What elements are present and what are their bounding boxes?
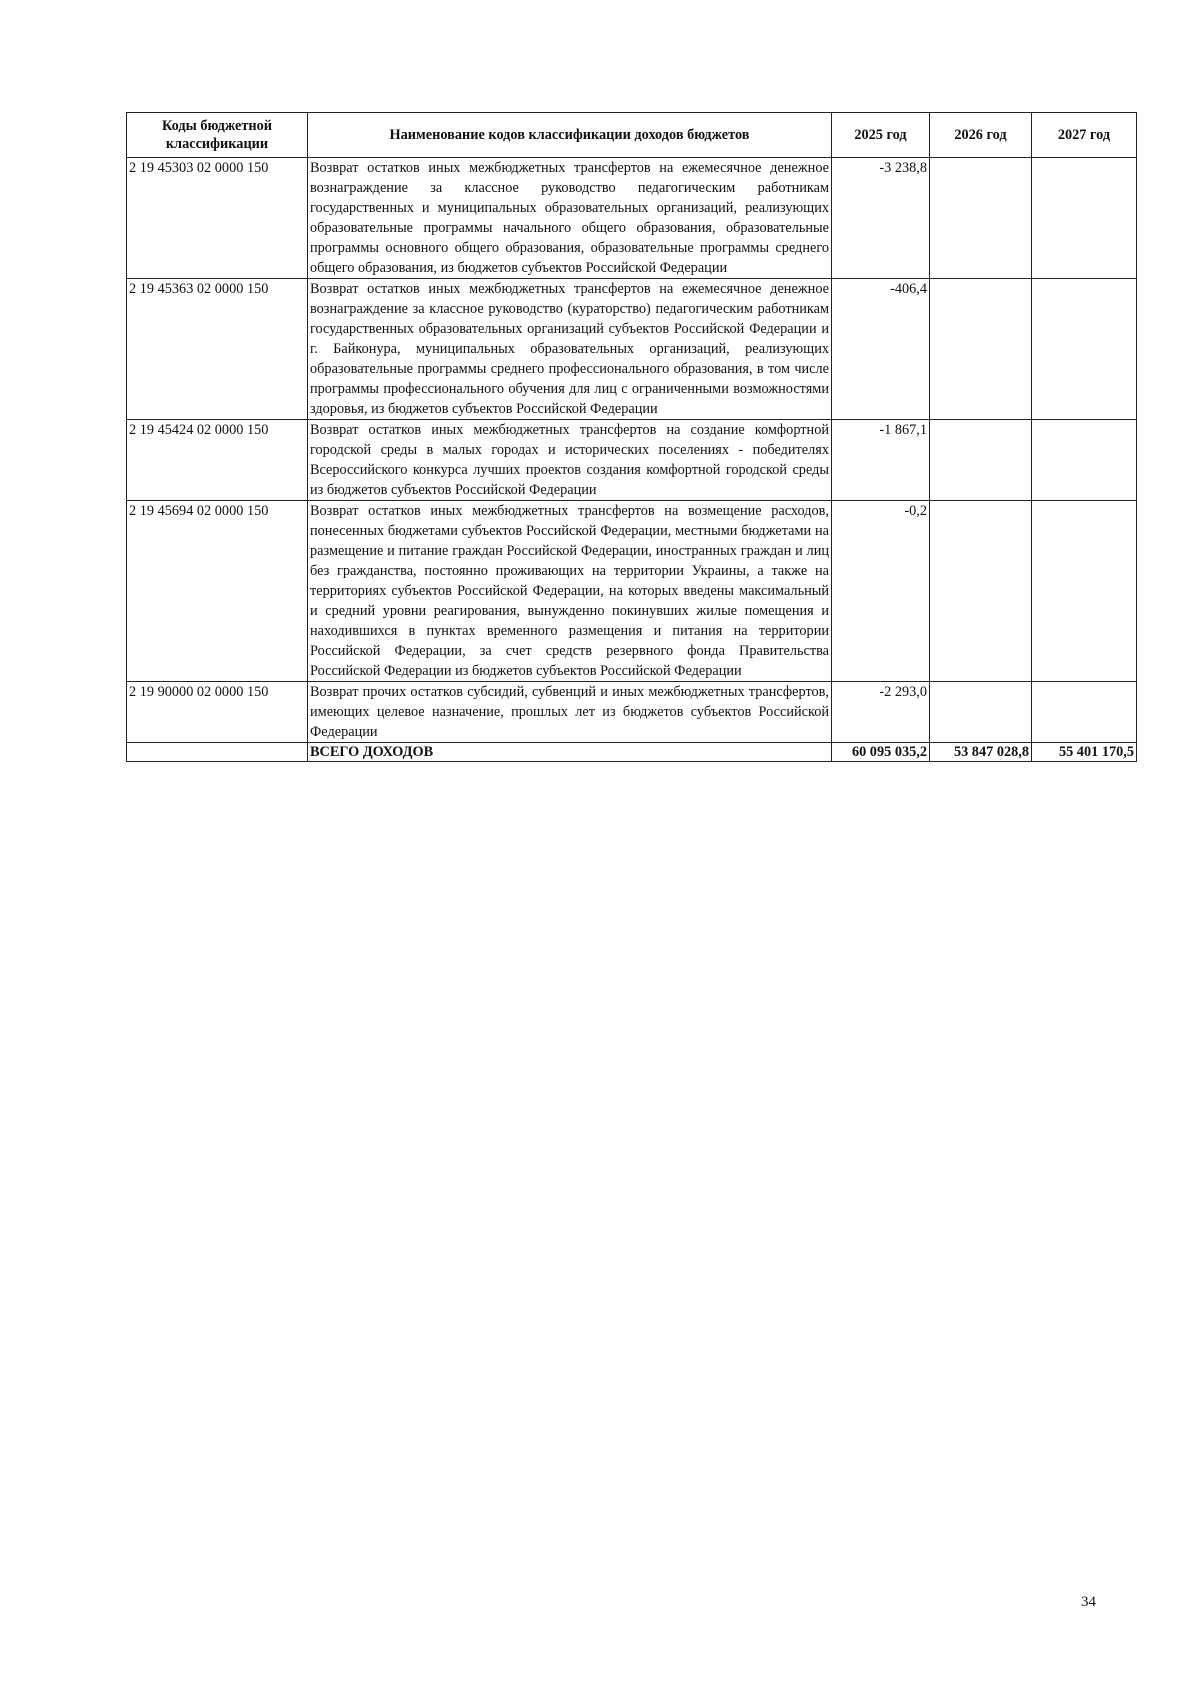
row-name: Возврат прочих остатков субсидий, субвенций и иных межбюджетных трансфертов, имеющих целевое назначение, прошлых лет из бюджетов субъектов Российской Федерации xyxy=(308,682,832,743)
table-row xyxy=(127,682,1137,743)
header-code: Коды бюджетной классификации xyxy=(127,113,308,158)
total-label: ВСЕГО ДОХОДОВ xyxy=(308,743,832,762)
row-value-2026 xyxy=(930,501,1032,682)
budget-revenue-table xyxy=(126,112,1137,762)
row-value-2025: -3 238,8 xyxy=(832,158,930,279)
row-name: Возврат остатков иных межбюджетных трансфертов на ежемесячное денежное вознаграждение за классное руководство педагогическим работникам государственных и муниципальных образовательных организаций, реализующих образовательные программы начального общего образования, образовательные программы основного общего образования, образовательные программы среднего общего образования, из бюджетов субъектов Российской Федерации xyxy=(308,158,832,279)
row-value-2025: -1 867,1 xyxy=(832,420,930,501)
row-value-2027 xyxy=(1032,279,1137,420)
header-name: Наименование кодов классификации доходов бюджетов xyxy=(308,113,832,158)
row-value-2026 xyxy=(930,158,1032,279)
row-code: 2 19 45424 02 0000 150 xyxy=(127,420,308,501)
table-row xyxy=(127,501,1137,682)
row-value-2026 xyxy=(930,279,1032,420)
header-year-2025: 2025 год xyxy=(832,113,930,158)
row-code: 2 19 45303 02 0000 150 xyxy=(127,158,308,279)
row-value-2025: -0,2 xyxy=(832,501,930,682)
row-value-2025: -2 293,0 xyxy=(832,682,930,743)
row-code: 2 19 90000 02 0000 150 xyxy=(127,682,308,743)
total-value-2025: 60 095 035,2 xyxy=(832,743,930,762)
total-value-2026: 53 847 028,8 xyxy=(930,743,1032,762)
header-year-2027: 2027 год xyxy=(1032,113,1137,158)
row-value-2027 xyxy=(1032,501,1137,682)
row-name: Возврат остатков иных межбюджетных трансфертов на ежемесячное денежное вознаграждение за классное руководство (кураторство) педагогическим работникам государственных образовательных организаций субъектов Российской Федерации и г. Байконура, муниципальных образовательных организаций, реализующих образовательные программы среднего профессионального образования, в том числе программы профессионального обучения для лиц с ограниченными возможностями здоровья, из бюджетов субъектов Российской Федерации xyxy=(308,279,832,420)
page-number: 34 xyxy=(1081,1594,1096,1610)
row-value-2027 xyxy=(1032,158,1137,279)
table-row xyxy=(127,158,1137,279)
row-value-2025: -406,4 xyxy=(832,279,930,420)
total-row xyxy=(127,743,1137,762)
table-row xyxy=(127,279,1137,420)
row-value-2027 xyxy=(1032,682,1137,743)
row-value-2026 xyxy=(930,420,1032,501)
row-value-2027 xyxy=(1032,420,1137,501)
row-code: 2 19 45363 02 0000 150 xyxy=(127,279,308,420)
row-name: Возврат остатков иных межбюджетных трансфертов на возмещение расходов, понесенных бюджетами субъектов Российской Федерации, местными бюджетами на размещение и питание граждан Российской Федерации, иностранных граждан и лиц без гражданства, постоянно проживающих на территории Украины, а также на территориях субъектов Российской Федерации, на которых введены максимальный и средний уровни реагирования, вынужденно покинувших жилые помещения и находившихся в пунктах временного размещения и питания на территории Российской Федерации, за счет средств резервного фонда Правительства Российской Федерации из бюджетов субъектов Российской Федерации xyxy=(308,501,832,682)
total-value-2027: 55 401 170,5 xyxy=(1032,743,1137,762)
row-code: 2 19 45694 02 0000 150 xyxy=(127,501,308,682)
row-value-2026 xyxy=(930,682,1032,743)
total-code xyxy=(127,743,308,762)
row-name: Возврат остатков иных межбюджетных трансфертов на создание комфортной городской среды в малых городах и исторических поселениях - победителях Всероссийского конкурса лучших проектов создания комфортной городской среды из бюджетов субъектов Российской Федерации xyxy=(308,420,832,501)
header-year-2026: 2026 год xyxy=(930,113,1032,158)
table-header-row xyxy=(127,113,1137,158)
table-row xyxy=(127,420,1137,501)
